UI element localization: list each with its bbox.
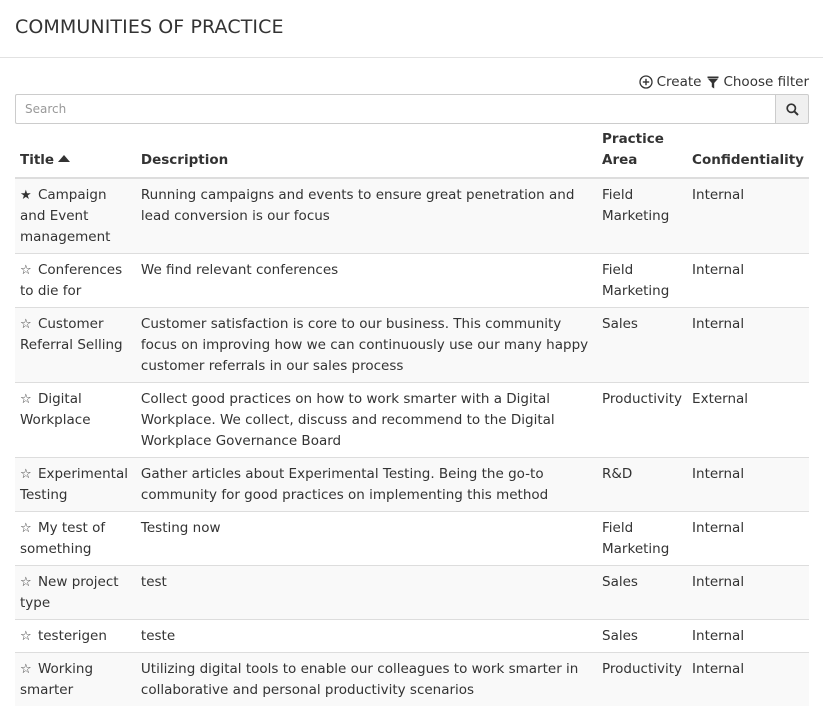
table-row <box>15 512 809 566</box>
column-header-practice-area[interactable]: Practice Area <box>597 127 687 178</box>
title-cell <box>15 512 136 566</box>
table-row <box>15 254 809 308</box>
favorite-star-icon[interactable]: ★ <box>20 188 32 203</box>
table-row <box>15 653 809 706</box>
description-cell: Testing now <box>136 512 597 566</box>
community-title-link[interactable]: Experimental Testing <box>20 466 128 503</box>
table-row <box>15 383 809 458</box>
search-icon <box>786 103 799 116</box>
practice-area-cell: Sales <box>597 620 687 653</box>
title-cell <box>15 178 136 254</box>
confidentiality-cell: Internal <box>687 653 809 706</box>
table-header-row <box>15 127 809 178</box>
confidentiality-cell: Internal <box>687 620 809 653</box>
favorite-star-icon[interactable]: ☆ <box>20 662 32 677</box>
title-cell <box>15 458 136 512</box>
community-title-link[interactable]: testerigen <box>38 628 107 644</box>
sort-ascending-icon <box>58 155 70 162</box>
community-title-link[interactable]: Working smarter <box>20 661 93 698</box>
description-cell: teste <box>136 620 597 653</box>
favorite-star-icon[interactable]: ☆ <box>20 263 32 278</box>
practice-area-cell: Productivity <box>597 383 687 458</box>
practice-area-cell: Productivity <box>597 653 687 706</box>
description-cell: Customer satisfaction is core to our business. This community focus on improving how we can continuously use our many happy customer referrals in our sales process <box>136 308 597 383</box>
choose-filter-button[interactable] <box>707 74 809 90</box>
choose-filter-label: Choose filter <box>723 74 809 90</box>
table-row <box>15 566 809 620</box>
community-title-link[interactable]: My test of something <box>20 520 105 557</box>
description-cell: We find relevant conferences <box>136 254 597 308</box>
confidentiality-cell: Internal <box>687 458 809 512</box>
practice-area-cell: R&D <box>597 458 687 512</box>
table-row <box>15 620 809 653</box>
practice-area-cell: Field Marketing <box>597 512 687 566</box>
favorite-star-icon[interactable]: ☆ <box>20 521 32 536</box>
confidentiality-cell: Internal <box>687 512 809 566</box>
confidentiality-cell: Internal <box>687 254 809 308</box>
search-input[interactable] <box>15 94 775 124</box>
title-cell <box>15 383 136 458</box>
page-header <box>0 0 823 58</box>
confidentiality-cell: Internal <box>687 178 809 254</box>
create-label: Create <box>657 74 702 90</box>
favorite-star-icon[interactable]: ☆ <box>20 317 32 332</box>
plus-circle-icon <box>639 75 653 89</box>
page-title: COMMUNITIES OF PRACTICE <box>15 15 808 39</box>
community-title-link[interactable]: New project type <box>20 574 119 611</box>
community-title-link[interactable]: Customer Referral Selling <box>20 316 123 353</box>
practice-area-cell: Field Marketing <box>597 254 687 308</box>
community-title-link[interactable]: Digital Workplace <box>20 391 91 428</box>
title-cell <box>15 566 136 620</box>
favorite-star-icon[interactable]: ☆ <box>20 629 32 644</box>
practice-area-cell: Sales <box>597 566 687 620</box>
column-header-confidentiality[interactable]: Confidentiality <box>687 127 809 178</box>
community-title-link[interactable]: Conferences to die for <box>20 262 122 299</box>
practice-area-cell: Field Marketing <box>597 178 687 254</box>
practice-area-cell: Sales <box>597 308 687 383</box>
column-header-title[interactable]: Title <box>15 127 136 178</box>
toolbar <box>639 74 809 90</box>
description-cell: Gather articles about Experimental Testing. Being the go-to community for good practices on implementing this method <box>136 458 597 512</box>
description-cell: Utilizing digital tools to enable our colleagues to work smarter in collaborative and personal productivity scenarios <box>136 653 597 706</box>
communities-table <box>15 127 809 706</box>
favorite-star-icon[interactable]: ☆ <box>20 467 32 482</box>
confidentiality-cell: External <box>687 383 809 458</box>
table-row <box>15 458 809 512</box>
table-row <box>15 308 809 383</box>
title-cell <box>15 308 136 383</box>
favorite-star-icon[interactable]: ☆ <box>20 575 32 590</box>
favorite-star-icon[interactable]: ☆ <box>20 392 32 407</box>
community-title-link[interactable]: Campaign and Event management <box>20 187 110 245</box>
description-cell: Collect good practices on how to work smarter with a Digital Workplace. We collect, discuss and recommend to the Digital Workplace Governance Board <box>136 383 597 458</box>
filter-icon <box>707 76 719 89</box>
title-cell <box>15 653 136 706</box>
create-button[interactable] <box>639 74 702 90</box>
description-cell: test <box>136 566 597 620</box>
title-cell <box>15 620 136 653</box>
search-bar <box>15 94 809 124</box>
confidentiality-cell: Internal <box>687 308 809 383</box>
column-header-description[interactable]: Description <box>136 127 597 178</box>
confidentiality-cell: Internal <box>687 566 809 620</box>
table-row <box>15 178 809 254</box>
description-cell: Running campaigns and events to ensure great penetration and lead conversion is our focus <box>136 178 597 254</box>
title-cell <box>15 254 136 308</box>
search-button[interactable] <box>775 94 809 124</box>
